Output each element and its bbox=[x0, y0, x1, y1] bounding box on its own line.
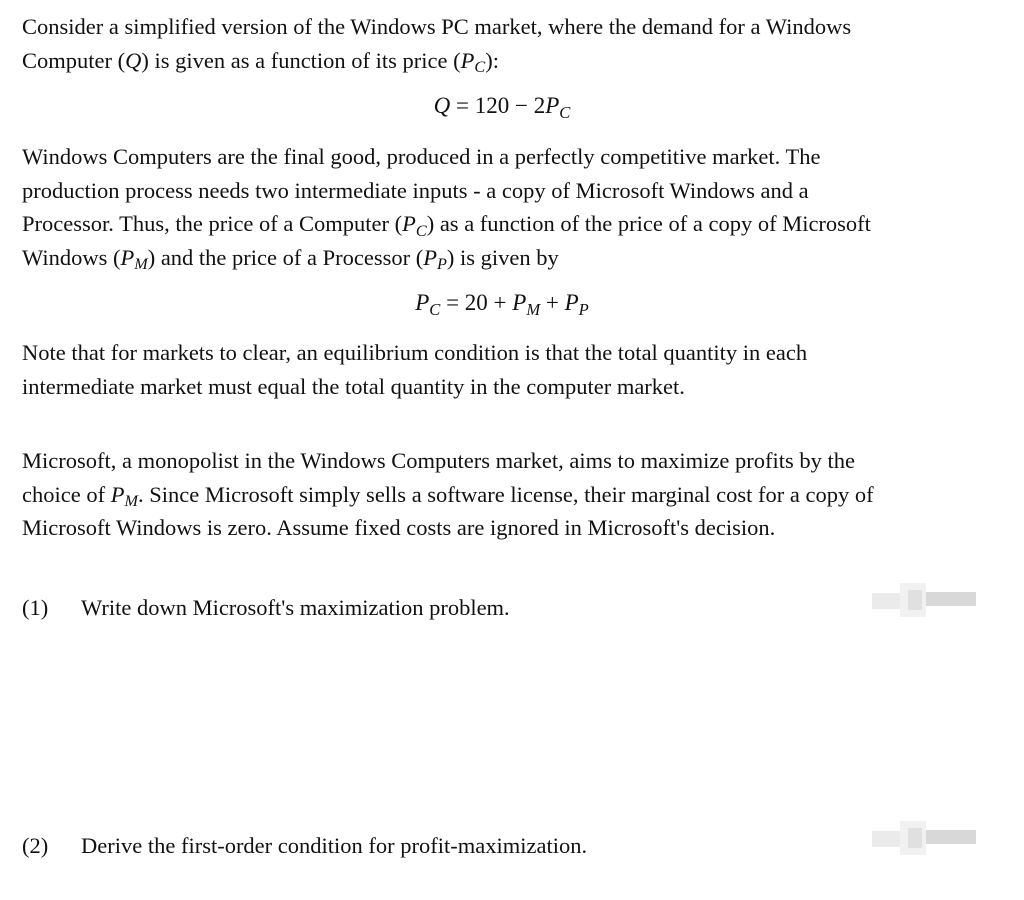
note-paragraph: Note that for markets to clear, an equilibrium condition is that the total quantity in each intermediate market must equal the total quantity in the computer market. bbox=[22, 340, 808, 399]
price-equation: $P_C = 20 + P_M + P_P$ bbox=[415, 290, 589, 319]
question-text: Derive the first-order condition for profit-maximization. bbox=[81, 833, 588, 858]
question-text: Write down Microsoft's maximization problem. bbox=[81, 595, 510, 620]
variable-q: Q bbox=[125, 47, 142, 73]
redacted-marks-box bbox=[872, 583, 976, 617]
question-number: (1) bbox=[22, 595, 49, 620]
redacted-marks-box bbox=[872, 821, 976, 855]
question-1 bbox=[22, 591, 982, 625]
intro-line-1: Consider a simplified version of the Windows PC market, where the demand for a Windows bbox=[22, 14, 852, 39]
microsoft-paragraph: Microsoft, a monopolist in the Windows Computers market, aims to maximize profits by the choice of $P_M$. Since Microsoft simply sells a software license, their marginal cost for a copy of Microsoft Windows is zero. Assume fixed costs are ignored in Microsoft's decision. bbox=[22, 448, 874, 540]
question-2 bbox=[22, 829, 982, 863]
production-paragraph: Windows Computers are the final good, produced in a perfectly competitive market. The production process needs two intermediate inputs - a copy of Microsoft Windows and a Processor. Thus, the price of a Computer $(P_C)$ as a function of the price of a copy of Microsoft Windows $(P_M)$ and the price of a Processor $(P_P)$ is given by bbox=[22, 144, 871, 274]
intro-paragraph: Consider a simplified version of the Windows PC market, where the demand for a Windows Computer (Q) is given as a function of its price $(P_C)$: bbox=[22, 14, 852, 77]
demand-equation: $Q = 120 - 2P_C$ bbox=[433, 93, 571, 122]
question-number: (2) bbox=[22, 833, 49, 858]
